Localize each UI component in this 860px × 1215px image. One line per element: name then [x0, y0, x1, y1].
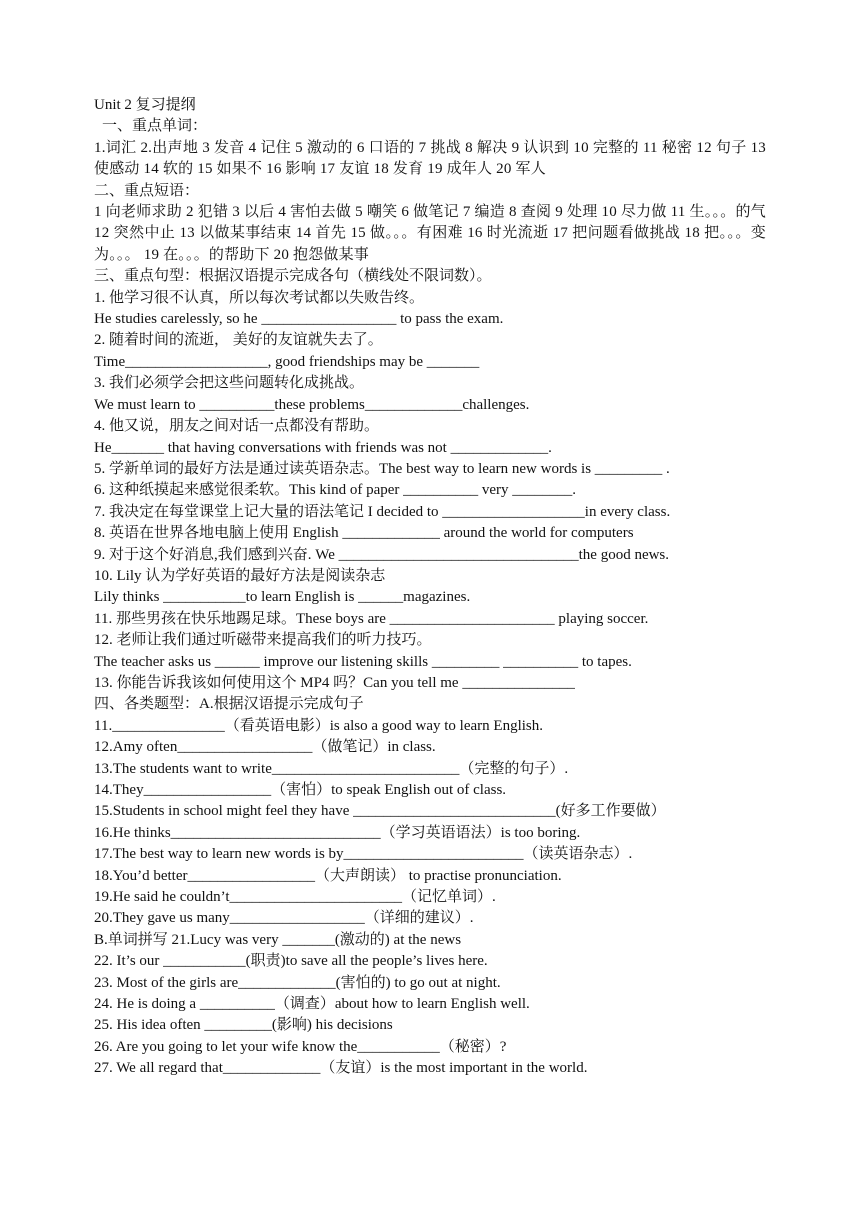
types-heading: 四、各类题型：A.根据汉语提示完成句子	[94, 696, 364, 713]
sentence-line: The teacher asks us ______ improve our listening skills _________ __________ to tapes.	[94, 653, 632, 670]
exercise-b-line: 24. He is doing a __________（调查）about how to learn English well.	[94, 996, 530, 1013]
sentence-line: 3. 我们必须学会把这些问题转化成挑战。	[94, 375, 365, 392]
sentence-line: 9. 对于这个好消息,我们感到兴奋. We ________________________________the good news.	[94, 546, 670, 563]
sentence-line: 6. 这种纸摸起来感觉很柔软。This kind of paper __________ very ________.	[94, 482, 577, 499]
sentence-line: 1. 他学习很不认真，所以每次考试都以失败告终。	[94, 289, 425, 306]
sentence-line: 2. 随着时间的流逝， 美好的友谊就失去了。	[94, 332, 383, 349]
exercise-b-line: 22. It’s our ___________(职责)to save all the people’s lives here.	[94, 953, 488, 970]
sentence-line: 8. 英语在世界各地电脑上使用 English _____________ around the world for computers	[94, 525, 634, 542]
sentence-line: 11. 那些男孩在快乐地踢足球。These boys are ______________________ playing soccer.	[94, 610, 649, 627]
document-page	[94, 95, 766, 1080]
sentence-line: Time___________________, good friendships may be _______	[94, 353, 480, 370]
sentence-line: Lily thinks ___________to learn English is ______magazines.	[94, 589, 471, 606]
sentence-line: 7. 我决定在每堂课堂上记大量的语法笔记 I decided to ___________________in every class.	[94, 503, 671, 520]
document-title: Unit 2 复习提纲	[94, 97, 196, 113]
words-heading: 一、重点单词：	[102, 118, 208, 135]
sentence-line: We must learn to __________these problems_____________challenges.	[94, 396, 530, 413]
sentence-line: 13. 你能告诉我该如何使用这个 MP4 吗？Can you tell me _______________	[94, 674, 575, 691]
exercise-a-line: 13.The students want to write_________________________（完整的句子）.	[94, 760, 569, 777]
phrases-list: 1 向老师求助 2 犯错 3 以后 4 害怕去做 5 嘲笑 6 做笔记 7 编造 8 查阅 9 处理 10 尽力做 11 生。。。的气 12 突然中止 13 以做某事结束 14 首先 15 做。。。有困难 16 时光流逝 17 把问题看做挑战 18 把。。。变为。。。 19 在。。。的帮助下 20 抱怨做某事	[94, 204, 766, 263]
sentence-line: He_______ that having conversations with friends was not _____________.	[94, 439, 552, 456]
exercise-b-line: 25. His idea often _________(影响) his decisions	[94, 1017, 393, 1034]
exercise-a-line: 16.He thinks____________________________（学习英语语法）is too boring.	[94, 824, 581, 841]
exercise-b-line: 26. Are you going to let your wife know the___________（秘密）?	[94, 1038, 507, 1055]
words-list: 1.词汇 2.出声地 3 发音 4 记住 5 激动的 6 口语的 7 挑战 8 解决 9 认识到 10 完整的 11 秘密 12 句子 13 使感动 14 软的 15 如果不 16 影响 17 友谊 18 发育 19 成年人 20 军人	[94, 139, 766, 178]
exercise-a-line: 12.Amy often__________________（做笔记）in class.	[94, 739, 436, 756]
spelling-heading: B.单词拼写	[94, 931, 172, 948]
exercise-b-line: 27. We all regard that_____________（友谊）is the most important in the world.	[94, 1060, 588, 1077]
phrases-heading: 二、重点短语：	[94, 182, 200, 199]
exercise-a-line: 19.He said he couldn’t_______________________（记忆单词）.	[94, 889, 496, 906]
exercise-a-line: 15.Students in school might feel they have ___________________________(好多工作要做）	[94, 803, 666, 820]
sentence-line: 12. 老师让我们通过听磁带来提高我们的听力技巧。	[94, 632, 432, 649]
exercise-a-line: 11._______________（看英语电影）is also a good way to learn English.	[94, 717, 543, 734]
sentences-heading: 三、重点句型：根据汉语提示完成各句（横线处不限词数）。	[94, 268, 492, 285]
exercise-a-line: 17.The best way to learn new words is by________________________（读英语杂志）.	[94, 846, 633, 863]
exercise-b-line: 21.Lucy was very _______(激动的) at the news	[171, 931, 462, 948]
exercise-a-line: 14.They_________________（害怕）to speak English out of class.	[94, 782, 507, 798]
sentence-line: He studies carelessly, so he __________________ to pass the exam.	[94, 311, 504, 328]
sentence-line: 4. 他又说，朋友之间对话一点都没有帮助。	[94, 418, 380, 435]
exercise-a-line: 18.You’d better_________________（大声朗读） to practise pronunciation.	[94, 867, 562, 884]
sentence-line: 10. Lily 认为学好英语的最好方法是阅读杂志	[94, 567, 386, 584]
exercise-a-line: 20.They gave us many__________________（详细的建议）.	[94, 910, 474, 927]
sentence-line: 5. 学新单词的最好方法是通过读英语杂志。The best way to learn new words is _________ .	[94, 460, 670, 477]
spelling-first-line	[94, 930, 766, 951]
exercise-b-line: 23. Most of the girls are_____________(害怕的) to go out at night.	[94, 974, 501, 991]
